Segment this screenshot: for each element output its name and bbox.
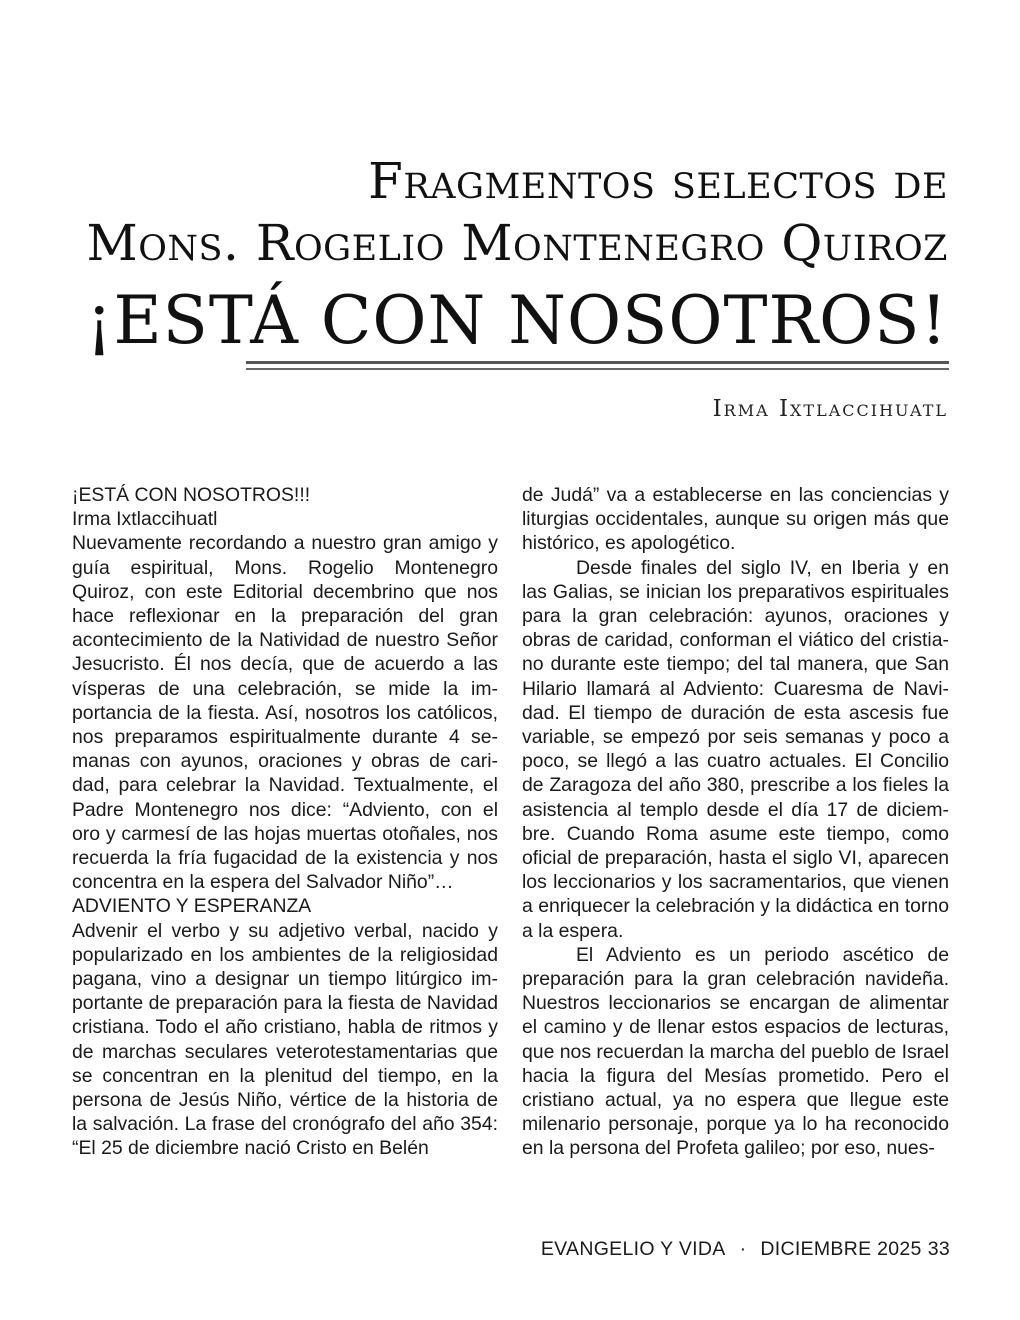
publication-name: EVANGELIO Y VIDA [540,1238,726,1260]
paragraph: Desde finales del siglo IV, en Iberia y en las Galias, se inician los preparativos espirituales para la gran celebración: ayunos, oraciones y obras de caridad, conforman el viático del cristiano durante este tiempo; del tal manera, que San Hilario llamará al Adviento: Cuaresma de Navidad. El tiempo de duración de esta ascesis fue variable, se empezó por seis semanas y poco a poco, se llegó a las cuatro actuales. El Concilio de Zaragoza del año 380, prescribe a los fieles la asistencia al templo desde el día 17 de diciembre. Cuando Roma asume este tiempo, como oficial de preparación, hasta el siglo VI, aparecen los leccionarios y los sacramentarios, que vienen a enriquecer la celebración y la didáctica en torno a la espera. [522,556,949,942]
paragraph: de Judá” va a establecerse en las conciencias y liturgias occidentales, aunque su origen más que histórico, es apologético. [522,484,949,555]
page-footer [541,1238,950,1261]
section-heading: ADVIENTO Y ESPERANZA [72,895,312,918]
title-divider-thick [246,361,949,364]
footer-separator: · [739,1238,747,1260]
title-divider-thin [246,368,949,370]
paragraph: Advenir el verbo y su adjetivo verbal, nacido y popularizado en los ambientes de la religiosidad pagana, vino a designar un tiempo litúrgico importante de preparación para la fiesta de Navidad cristiana. Todo el año cristiano, habla de ritmos y de marchas seculares veterotestamentarias que se concentran en la plenitud del tiempo, en la persona de Jesús Niño, vértice de la historia de la salvación. La frase del cronógrafo del año 354: “El 25 de diciembre nació Cristo en Belén [72,919,498,1160]
title-line-2: Mons. Rogelio Montenegro Quiroz [86,214,948,272]
article-main-title: ¡ESTÁ CON NOSOTROS! [85,282,948,359]
article-column-left [72,483,498,1161]
section-heading: ¡ESTÁ CON NOSOTROS!!! [72,484,311,506]
paragraph: Nuevamente recordando a nuestro gran amigo y guía espiritual, Mons. Rogelio Montenegro Quiroz, con este Editorial decembrino que nos hace reflexionar en la preparación del gran acontecimiento de la Natividad de nuestro Señor Jesucristo. Él nos decía, que de acuerdo a las vísperas de una celebración, se mide la importancia de la fiesta. Así, nosotros los católicos, nos preparamos espiritualmente durante 4 semanas con ayunos, oraciones y obras de caridad, para celebrar la Navidad. Textualmente, el Padre Montenegro nos dice: “Adviento, con el oro y carmesí de las hojas muertas otoñales, nos recuerda la fría fugacidad de la existencia y nos concentra en la espera del Salvador Niño”… [72,532,498,894]
title-line-1: Fragmentos selectos de [368,152,948,210]
page-number: 33 [927,1238,950,1260]
issue-date: DICIEMBRE 2025 [760,1238,922,1260]
article-column-right [522,483,949,1161]
author-byline: Irma Ixtlaccihuatl [712,396,948,422]
author-line: Irma Ixtlaccihuatl [72,508,218,531]
article-title-block [48,150,948,362]
paragraph: El Adviento es un periodo ascético de preparación para la gran celebración navideña. Nuestros leccionarios se encargan de alimentar el camino y de llenar estos espacios de lecturas, que nos recuerdan la marcha del pueblo de Israel hacia la figura del Mesías prometido. Pero el cristiano actual, ya no espera que llegue este milenario personaje, porque ya lo ha reconocido en la persona del Profeta galileo; por eso, nues- [522,943,949,1160]
